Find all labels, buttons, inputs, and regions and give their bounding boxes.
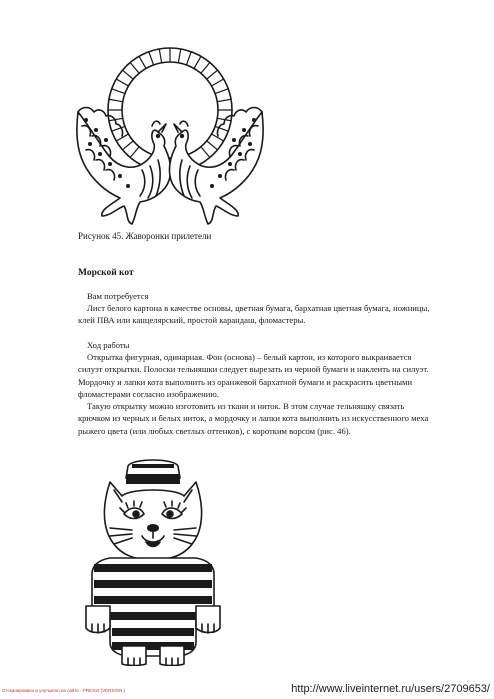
needs-label: Вам потребуется xyxy=(87,291,149,301)
ring-ray xyxy=(207,70,218,79)
ring-ray xyxy=(123,141,134,150)
footer-url[interactable]: http://www.liveinternet.ru/users/2709653/ xyxy=(291,683,490,695)
figure-larks xyxy=(72,40,268,230)
work-label: Ход работы xyxy=(87,340,130,350)
ring-ray xyxy=(178,49,180,63)
needs-text: Лист белого картона в качестве основы, цветная бумага, бархатная цветная бумага, ножницы, клей ПВА или канцелярский, простой карандаш, фломастеры. xyxy=(78,303,430,326)
ring-ray xyxy=(109,99,123,101)
ring-ray xyxy=(215,89,228,94)
figure-sea-cat xyxy=(70,456,240,666)
ring-rays xyxy=(108,48,232,157)
ring-ray xyxy=(130,63,139,74)
section-title: Морской кот xyxy=(78,268,134,278)
shirt-stripe xyxy=(94,564,212,572)
ring-ray xyxy=(207,141,218,150)
ring-ray xyxy=(201,147,210,158)
work-text-2: Такую открытку можно изготовить из ткани и ниток. В этом случае тельняшку связать крючком из черных и белых ниток, а мордочку и лапки кота выполнить из искусственного меха рыжего цвета (или любых светлых оттенков), с коротким ворсом (рис. 46). xyxy=(78,401,429,436)
ring-ray xyxy=(186,52,191,65)
ring-inner xyxy=(122,62,218,158)
ring-ray xyxy=(159,49,161,63)
work-text-1: Открытка фигурная, одинарная. Фон (основа) – белый картон, из которого выкраивается силуэт открытки. Полоски тельняшки следует вырезать из черной бумаги и наклеить на силуэт. Мордочку и лапки кота выполнить из оранжевой бархатной бумаги и раскрасить цветными фломастерами согласно изображению. xyxy=(78,352,429,400)
ring-ray xyxy=(123,70,134,79)
left-bird xyxy=(77,112,171,224)
ring-ray xyxy=(130,147,139,158)
figure-caption: Рисунок 45. Жаворонки прилетели xyxy=(78,231,212,241)
ring-ray xyxy=(194,56,201,68)
shirt-stripe xyxy=(112,628,194,636)
right-bird xyxy=(169,112,263,224)
ring-ray xyxy=(201,63,210,74)
ring-ray xyxy=(217,99,231,101)
ring-outer xyxy=(108,48,232,172)
ring-ray xyxy=(139,56,146,68)
footer-credit: Отсканировано и улучшено на сайте · PRESS! (VERSION ) xyxy=(2,688,126,693)
shirt-stripe xyxy=(94,596,212,604)
shirt-stripe xyxy=(94,612,212,620)
ring-ray xyxy=(116,79,128,86)
cat-head xyxy=(104,482,201,560)
shirt-stripe xyxy=(94,580,212,588)
ring-ray xyxy=(212,79,224,86)
ring-ray xyxy=(112,89,125,94)
ring-ray xyxy=(149,52,154,65)
